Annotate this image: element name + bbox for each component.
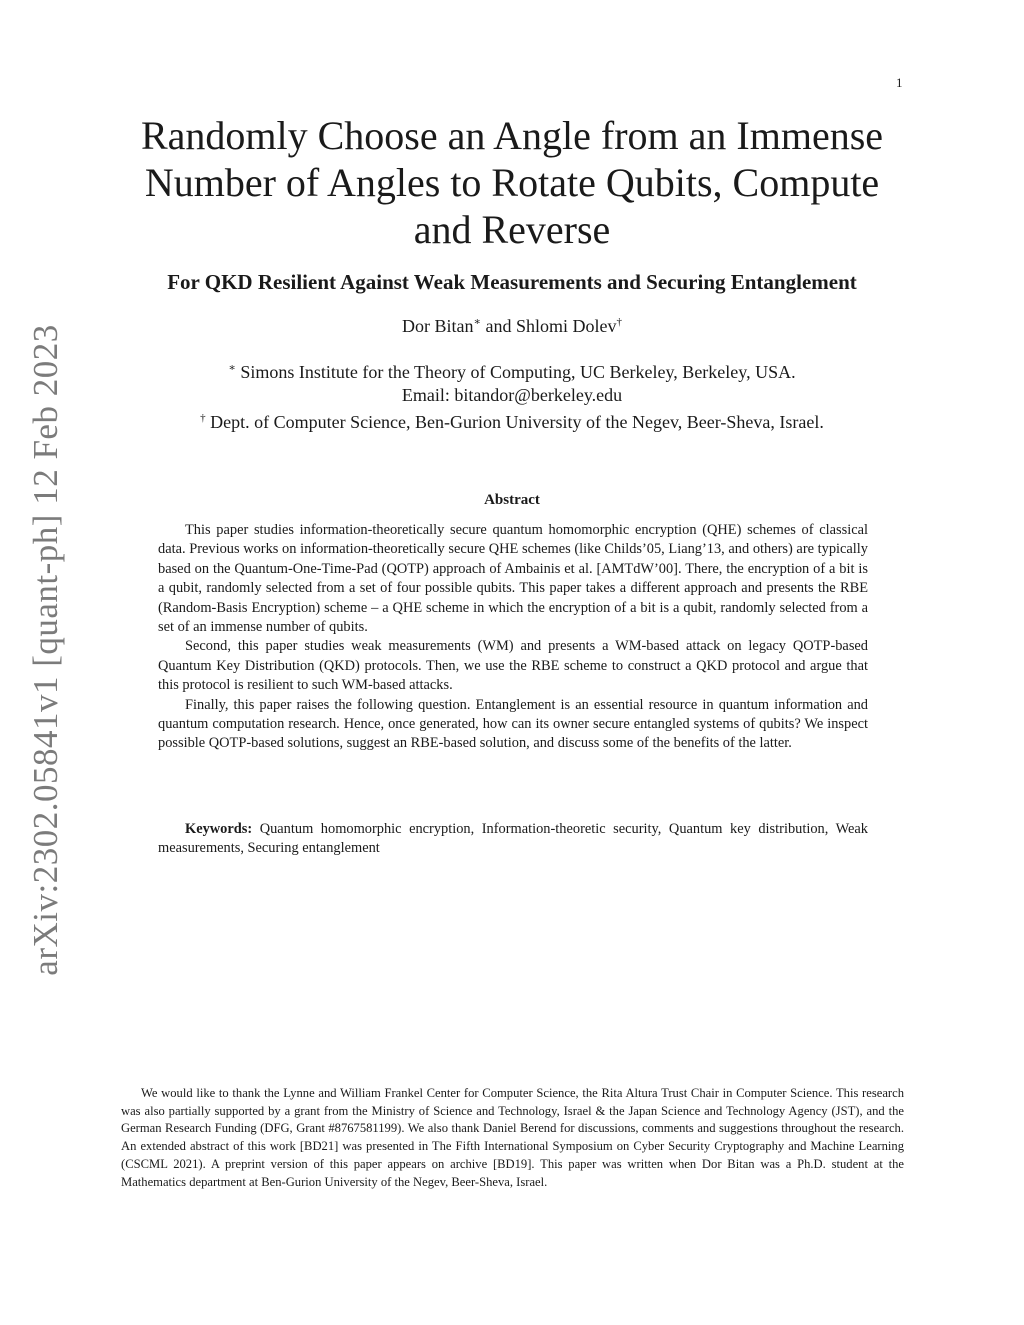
- affiliation-mark: †: [200, 412, 206, 424]
- affiliation-line: [110, 357, 914, 384]
- affiliation-text: Simons Institute for the Theory of Computing, UC Berkeley, Berkeley, USA.: [240, 362, 796, 382]
- page-number: 1: [896, 75, 903, 90]
- abstract-body: [158, 521, 868, 754]
- paper-title: [110, 112, 914, 253]
- author-email: Email: bitandor@berkeley.edu: [401, 385, 623, 405]
- author-name: Shlomi Dolev: [515, 316, 617, 336]
- title-line-3: and Reverse: [413, 207, 611, 252]
- abstract-heading: Abstract: [484, 492, 540, 508]
- abstract-paragraph: This paper studies information-theoretically secure quantum homomorphic encryption (QHE) schemes of classical data. Previous works on information-theoretically secure QHE schemes (like Childs’05, Liang’13, and others) are typically based on the Quantum-One-Time-Pad (QOTP) approach of Ambainis et al. [AMTdW’00]. There, the encryption of a bit is a qubit, randomly selected from a set of four possible qubits. This paper takes a different approach and presents the RBE (Random-Basis Encryption) scheme – a QHE scheme in which the encryption of a bit is a qubit, randomly selected from a set of an immense number of qubits.: [158, 522, 868, 636]
- affiliations: [110, 357, 914, 434]
- affiliation-mark: †: [616, 316, 622, 328]
- author-separator: and: [480, 316, 516, 336]
- affiliation-mark: ∗: [473, 316, 481, 328]
- paper-subtitle: For QKD Resilient Against Weak Measurements and Securing Entanglement: [167, 270, 857, 294]
- affiliation-text: Dept. of Computer Science, Ben-Gurion University of the Negev, Beer-Sheva, Israel.: [210, 412, 824, 432]
- arxiv-identifier-stamp: arXiv:2302.05841v1 [quant-ph] 12 Feb 2023: [26, 324, 65, 976]
- title-line-1: Randomly Choose an Angle from an Immense: [140, 113, 884, 158]
- keywords-label: Keywords:: [185, 821, 253, 837]
- author-list: [110, 315, 914, 337]
- title-line-2: Number of Angles to Rotate Qubits, Compute: [144, 160, 880, 205]
- keywords-text: Quantum homomorphic encryption, Information-theoretic security, Quantum key distribution, Weak measurements, Securing entanglement: [158, 821, 868, 857]
- affiliation-mark: ∗: [228, 362, 236, 374]
- author-name: Dor Bitan: [402, 316, 474, 336]
- abstract-paragraph: Finally, this paper raises the following question. Entanglement is an essential resource in quantum information and quantum computation research. Hence, once generated, how can its owner secure entangled systems of qubits? We inspect possible QOTP-based solutions, suggest an RBE-based solution, and discuss some of the benefits of the latter.: [158, 696, 868, 752]
- abstract-paragraph: Second, this paper studies weak measurements (WM) and presents a WM-based attack on legacy QOTP-based Quantum Key Distribution (QKD) protocols. Then, we use the RBE scheme to construct a QKD protocol and argue that this protocol is resilient to such WM-based attacks.: [158, 638, 868, 694]
- acknowledgements-footnote: We would like to thank the Lynne and William Frankel Center for Computer Science, the Rita Altura Trust Chair in Computer Science. This research was also partially supported by a grant from the Ministry of Science and Technology, Israel & the Japan Science and Technology Agency (JST), and the German Research Funding (DFG, Grant #8767581199). We also thank Daniel Berend for discussions, comments and suggestions throughout the research. An extended abstract of this work [BD21] was presented in The Fifth International Symposium on Cyber Security Cryptography and Machine Learning (CSCML 2021). A preprint version of this paper appears on archive [BD19]. This paper was written when Dor Bitan was a Ph.D. student at the Mathematics department at Ben-Gurion University of the Negev, Beer-Sheva, Israel.: [121, 1086, 904, 1189]
- keywords: [158, 820, 868, 859]
- affiliation-line: [110, 407, 914, 434]
